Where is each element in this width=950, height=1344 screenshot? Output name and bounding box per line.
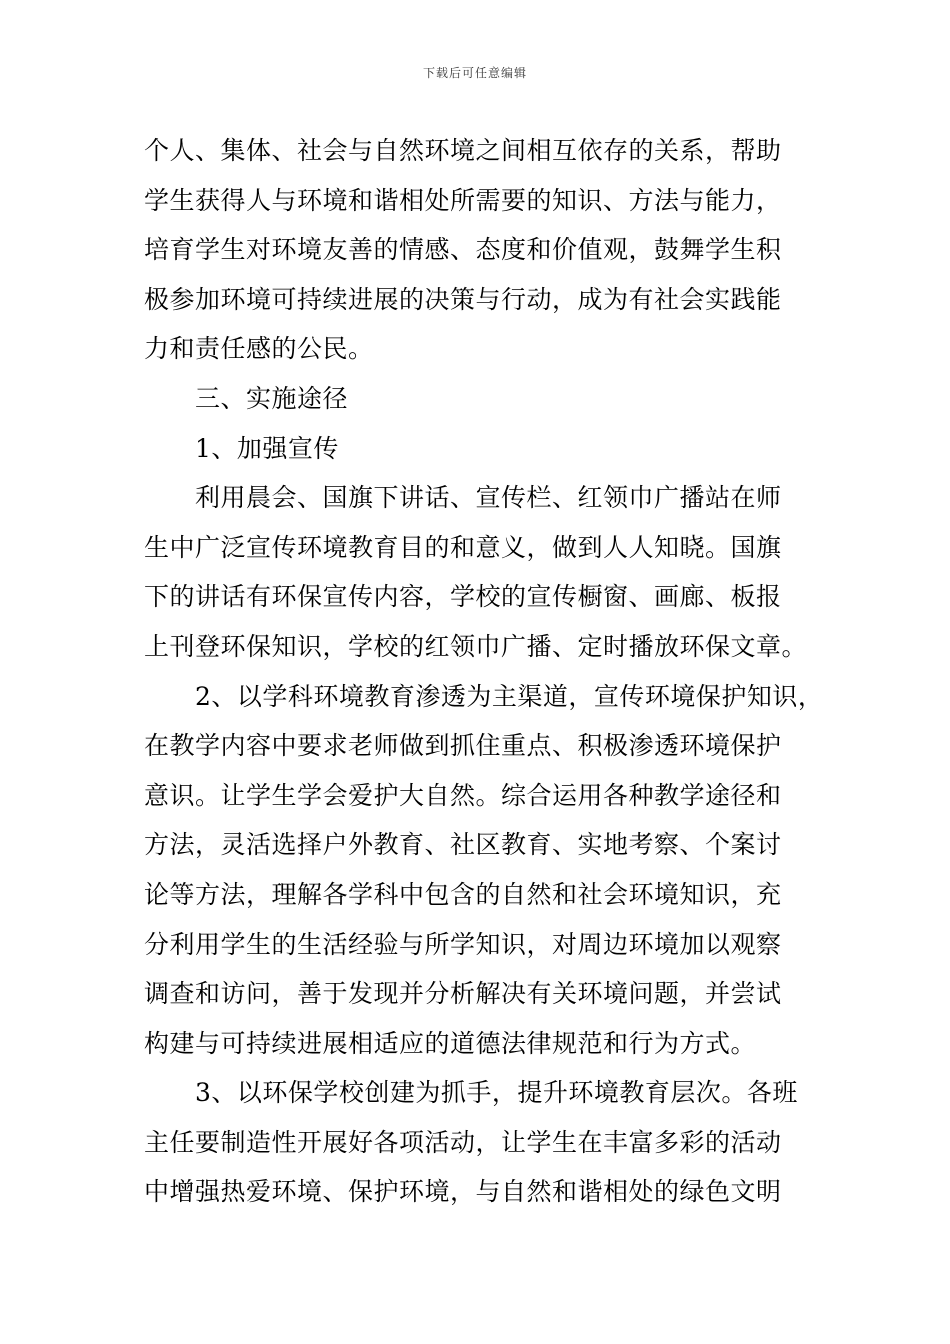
text-line: 培育学生对环境友善的情感、态度和价值观，鼓舞学生积 [144, 235, 782, 265]
text-line: 下的讲话有环保宣传内容，学校的宣传橱窗、画廊、板报 [144, 582, 782, 612]
text-line: 在教学内容中要求老师做到抓住重点、积极渗透环境保护 [144, 731, 782, 761]
text-line: 学生获得人与环境和谐相处所需要的知识、方法与能力， [144, 185, 782, 215]
text-line: 论等方法，理解各学科中包含的自然和社会环境知识，充 [144, 879, 782, 909]
text-line: 个人、集体、社会与自然环境之间相互依存的关系，帮助 [144, 136, 782, 165]
text-line: 3、以环保学校创建为抓手，提升环境教育层次。各班 [195, 1078, 798, 1108]
page-header: 下载后可任意编辑 [422, 66, 527, 80]
text-line: 2、以学科环境教育渗透为主渠道，宣传环境保护知识， [195, 681, 824, 711]
text-line: 中增强热爱环境、保护环境，与自然和谐相处的绿色文明 [144, 1177, 782, 1207]
text-line: 意识。让学生学会爱护大自然。综合运用各种教学途径和 [144, 780, 782, 810]
text-line: 极参加环境可持续进展的决策与行动，成为有社会实践能 [144, 284, 782, 314]
text-line: 方法，灵活选择户外教育、社区教育、实地考察、个案讨 [144, 830, 782, 860]
text-line: 分利用学生的生活经验与所学知识，对周边环境加以观察 [144, 929, 782, 959]
text-line: 主任要制造性开展好各项活动，让学生在丰富多彩的活动 [144, 1127, 782, 1157]
section-heading: 三、实施途径 [195, 383, 349, 413]
subsection-heading: 1、加强宣传 [195, 433, 339, 463]
text-line: 上刊登环保知识，学校的红领巾广播、定时播放环保文章。 [144, 631, 808, 661]
document-body [144, 126, 824, 1217]
text-line: 调查和访问，善于发现并分析解决有关环境问题，并尝试 [144, 979, 782, 1009]
text-line: 构建与可持续进展相适应的道德法律规范和行为方式。 [144, 1028, 757, 1058]
text-line: 力和责任感的公民。 [144, 334, 374, 364]
text-line: 利用晨会、国旗下讲话、宣传栏、红领巾广播站在师 [195, 483, 782, 513]
text-line: 生中广泛宣传环境教育目的和意义，做到人人知晓。国旗 [144, 532, 782, 562]
